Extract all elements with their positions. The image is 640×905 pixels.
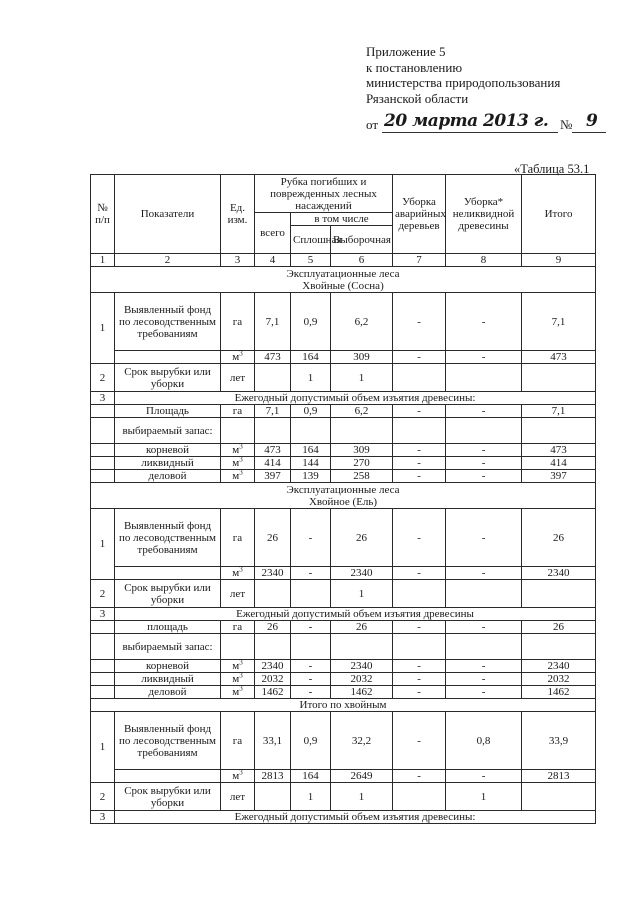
table-row — [91, 770, 596, 783]
table-row — [91, 470, 596, 483]
cell — [115, 351, 221, 364]
cell — [91, 686, 115, 699]
cell: 26 — [522, 509, 596, 567]
col-number: 6 — [331, 254, 393, 267]
cell: 2649 — [331, 770, 393, 783]
cell — [393, 783, 446, 811]
cell: - — [446, 567, 522, 580]
cell: 473 — [255, 444, 291, 457]
cell: 1462 — [331, 686, 393, 699]
cell: - — [393, 621, 446, 634]
cell: 414 — [522, 457, 596, 470]
unit-m: м — [232, 660, 240, 672]
unit-sup: 3 — [239, 768, 243, 777]
cell: 7,1 — [255, 405, 291, 418]
unit-sup: 3 — [239, 684, 243, 693]
cell — [115, 770, 221, 783]
cell — [91, 621, 115, 634]
cell: - — [291, 567, 331, 580]
cell — [331, 634, 393, 660]
row-label: Выявленный фонд по лесоводственным требованиям — [115, 293, 221, 351]
cell: 414 — [255, 457, 291, 470]
cell: га — [221, 293, 255, 351]
cell: - — [393, 457, 446, 470]
cell: 26 — [331, 621, 393, 634]
cell: 26 — [522, 621, 596, 634]
cell: 33,9 — [522, 712, 596, 770]
cell: - — [393, 470, 446, 483]
cell: га — [221, 621, 255, 634]
col-number: 2 — [115, 254, 221, 267]
cell: - — [393, 405, 446, 418]
cell: 139 — [291, 470, 331, 483]
cell — [221, 770, 255, 783]
cell: - — [446, 621, 522, 634]
cell — [255, 783, 291, 811]
col-number: 7 — [393, 254, 446, 267]
cell: - — [291, 673, 331, 686]
section-title-line: Эксплуатационные леса — [286, 267, 400, 280]
cell: 6,2 — [331, 293, 393, 351]
cell: 164 — [291, 770, 331, 783]
section-subtitle: Ежегодный допустимый объем изъятия древесины — [115, 608, 596, 621]
appendix-line-region: Рязанской области — [366, 90, 469, 106]
unit-sup: 3 — [239, 565, 243, 574]
row-label: Срок вырубки или уборки — [115, 364, 221, 392]
col-number: 9 — [522, 254, 596, 267]
table-row — [91, 686, 596, 699]
cell: 397 — [255, 470, 291, 483]
cell — [291, 418, 331, 444]
row-label: Выявленный фонд по лесоводственным требованиям — [115, 509, 221, 567]
cell: - — [291, 660, 331, 673]
cell — [393, 634, 446, 660]
unit-m: м — [232, 470, 240, 482]
cell: лет — [221, 364, 255, 392]
cell: 1462 — [255, 686, 291, 699]
number-underline — [572, 132, 606, 133]
cell: га — [221, 712, 255, 770]
table-caption: «Таблица 53.1 — [514, 162, 590, 176]
cell — [221, 418, 255, 444]
cell — [221, 567, 255, 580]
cell — [446, 418, 522, 444]
col-number: 4 — [255, 254, 291, 267]
cell: 0,9 — [291, 405, 331, 418]
section-title-line: Хвойные (Сосна) — [302, 279, 384, 292]
cell: - — [393, 509, 446, 567]
section-title-line: Хвойное (Ель) — [308, 495, 378, 508]
cell: га — [221, 509, 255, 567]
header-emergency: Уборка аварийных деревьев — [393, 175, 446, 254]
cell — [115, 567, 221, 580]
cell — [522, 364, 596, 392]
cell: 473 — [522, 351, 596, 364]
header-sum: Итого — [522, 175, 596, 254]
appendix-line-resolution: к постановлению — [366, 59, 463, 75]
cell — [91, 470, 115, 483]
header-in-total: всего — [255, 213, 291, 254]
header-unit: Ед. изм. — [221, 175, 255, 254]
header-num: № п/п — [91, 175, 115, 254]
cell — [221, 634, 255, 660]
handwritten-date: 20 марта 2013 г. — [384, 111, 549, 131]
table-row — [91, 444, 596, 457]
cell: - — [446, 444, 522, 457]
unit-m: м — [232, 673, 240, 685]
table-row — [91, 783, 596, 811]
cell: - — [446, 351, 522, 364]
cell: 26 — [255, 509, 291, 567]
cell: - — [393, 686, 446, 699]
table-row — [91, 608, 596, 621]
table-row — [91, 712, 596, 770]
cell — [393, 580, 446, 608]
cell: 2813 — [255, 770, 291, 783]
cell: - — [291, 509, 331, 567]
cell: 258 — [331, 470, 393, 483]
cell: - — [446, 673, 522, 686]
table-row — [91, 634, 596, 660]
cell: 7,1 — [522, 405, 596, 418]
cell: 144 — [291, 457, 331, 470]
date-underline — [382, 132, 558, 133]
table-row — [91, 673, 596, 686]
cell — [221, 457, 255, 470]
row-label: Срок вырубки или уборки — [115, 783, 221, 811]
cell — [522, 418, 596, 444]
col-number: 3 — [221, 254, 255, 267]
unit-m: м — [232, 351, 240, 363]
table-row — [91, 660, 596, 673]
appendix-header — [366, 44, 636, 106]
cell: - — [446, 660, 522, 673]
cell — [255, 634, 291, 660]
cell: 1 — [331, 364, 393, 392]
cell: 1 — [91, 712, 115, 783]
section-subtitle: Ежегодный допустимый объем изъятия древесины: — [115, 811, 596, 824]
unit-m: м — [232, 567, 240, 579]
section-subtitle: Ежегодный допустимый объем изъятия древесины: — [115, 392, 596, 405]
cell — [522, 783, 596, 811]
cell: 1 — [91, 509, 115, 580]
felling-volume-table — [90, 174, 596, 824]
cell: га — [221, 405, 255, 418]
date-prefix: от — [366, 117, 379, 132]
cell: 2813 — [522, 770, 596, 783]
cell: 397 — [522, 470, 596, 483]
cell: 1 — [331, 783, 393, 811]
cell: 7,1 — [255, 293, 291, 351]
cell — [221, 444, 255, 457]
unit-sup: 3 — [239, 658, 243, 667]
unit-sup: 3 — [239, 455, 243, 464]
table-row — [91, 811, 596, 824]
cell: 164 — [291, 444, 331, 457]
cell — [221, 351, 255, 364]
cell: - — [446, 405, 522, 418]
cell — [255, 580, 291, 608]
unit-sup: 3 — [239, 468, 243, 477]
cell: - — [446, 770, 522, 783]
cell: 2032 — [331, 673, 393, 686]
row-label: выбираемый запас: — [115, 418, 221, 444]
table-row — [91, 351, 596, 364]
cell — [91, 444, 115, 457]
cell: 2032 — [522, 673, 596, 686]
row-label: выбираемый запас: — [115, 634, 221, 660]
cell: 3 — [91, 811, 115, 824]
cell — [221, 470, 255, 483]
cell: - — [291, 621, 331, 634]
cell: 2340 — [255, 660, 291, 673]
table-row — [91, 509, 596, 567]
cell — [291, 580, 331, 608]
cell: 164 — [291, 351, 331, 364]
unit-sup: 3 — [239, 349, 243, 358]
cell: - — [393, 673, 446, 686]
cell: 2340 — [522, 660, 596, 673]
unit-m: м — [232, 770, 240, 782]
cell — [393, 364, 446, 392]
unit-m: м — [232, 457, 240, 469]
cell — [221, 686, 255, 699]
table-row — [91, 364, 596, 392]
cell: 32,2 — [331, 712, 393, 770]
unit-m: м — [232, 686, 240, 698]
cell — [91, 634, 115, 660]
cell — [91, 660, 115, 673]
cell: 270 — [331, 457, 393, 470]
cell: 0,8 — [446, 712, 522, 770]
cell: 2032 — [255, 673, 291, 686]
cell: 2340 — [522, 567, 596, 580]
cell: - — [446, 293, 522, 351]
cell — [393, 418, 446, 444]
cell: 6,2 — [331, 405, 393, 418]
row-label: площадь — [115, 621, 221, 634]
table-row — [91, 392, 596, 405]
section-title — [91, 267, 596, 293]
cell: - — [446, 686, 522, 699]
cell — [221, 673, 255, 686]
unit-sup: 3 — [239, 442, 243, 451]
cell: лет — [221, 783, 255, 811]
cell: 26 — [331, 509, 393, 567]
cell — [91, 418, 115, 444]
cell: 309 — [331, 444, 393, 457]
col-number: 8 — [446, 254, 522, 267]
cell — [91, 673, 115, 686]
cell: 0,9 — [291, 293, 331, 351]
cell: 2 — [91, 580, 115, 608]
cell: - — [446, 470, 522, 483]
row-label: деловой — [115, 686, 221, 699]
cell: 2 — [91, 364, 115, 392]
col-number: 5 — [291, 254, 331, 267]
table-row — [91, 580, 596, 608]
cell — [522, 580, 596, 608]
row-label: корневой — [115, 660, 221, 673]
cell: 1 — [291, 783, 331, 811]
table-row — [91, 418, 596, 444]
cell: 1 — [291, 364, 331, 392]
cell: 1 — [446, 783, 522, 811]
cell: - — [393, 712, 446, 770]
section-title-line: Эксплуатационные леса — [286, 483, 400, 496]
row-label: Площадь — [115, 405, 221, 418]
row-label: ликвидный — [115, 673, 221, 686]
cell: 473 — [522, 444, 596, 457]
appendix-title: Приложение 5 — [366, 44, 446, 59]
section-title: Итого по хвойным — [91, 699, 596, 712]
cell: 3 — [91, 392, 115, 405]
cell: 26 — [255, 621, 291, 634]
unit-sup: 3 — [239, 671, 243, 680]
cell: лет — [221, 580, 255, 608]
cell: - — [393, 770, 446, 783]
cell — [446, 634, 522, 660]
cell: - — [291, 686, 331, 699]
cell: - — [393, 444, 446, 457]
cell — [91, 457, 115, 470]
section-title — [91, 483, 596, 509]
cell: 309 — [331, 351, 393, 364]
cell: 33,1 — [255, 712, 291, 770]
cell: 2 — [91, 783, 115, 811]
row-label: Срок вырубки или уборки — [115, 580, 221, 608]
table-header-row — [91, 175, 596, 213]
cell: 473 — [255, 351, 291, 364]
cell: 1462 — [522, 686, 596, 699]
cell: - — [393, 660, 446, 673]
cell: 0,9 — [291, 712, 331, 770]
cell: - — [393, 567, 446, 580]
cell — [331, 418, 393, 444]
cell — [446, 580, 522, 608]
cell: 7,1 — [522, 293, 596, 351]
table-row — [91, 621, 596, 634]
section-title-row — [91, 267, 596, 293]
table-row — [91, 293, 596, 351]
unit-m: м — [232, 444, 240, 456]
cell — [255, 418, 291, 444]
col-number: 1 — [91, 254, 115, 267]
handwritten-number: 9 — [586, 111, 598, 131]
row-label: Выявленный фонд по лесоводственным требованиям — [115, 712, 221, 770]
cell — [255, 364, 291, 392]
column-numbers-row — [91, 254, 596, 267]
cell: 2340 — [331, 567, 393, 580]
row-label: деловой — [115, 470, 221, 483]
cell — [446, 364, 522, 392]
cell: - — [393, 351, 446, 364]
table-row — [91, 457, 596, 470]
row-label: ликвидный — [115, 457, 221, 470]
cell — [91, 405, 115, 418]
cell: 3 — [91, 608, 115, 621]
table-row — [91, 405, 596, 418]
cell: - — [393, 293, 446, 351]
row-label: корневой — [115, 444, 221, 457]
cell: 2340 — [255, 567, 291, 580]
header-incl: в том числе — [291, 213, 393, 226]
number-sign: № — [560, 117, 573, 132]
cell: - — [446, 457, 522, 470]
cell: 2340 — [331, 660, 393, 673]
cell — [522, 634, 596, 660]
section-title-row — [91, 483, 596, 509]
header-illiquid: Уборка* неликвидной древесины — [446, 175, 522, 254]
header-clear: Сплошная — [291, 226, 331, 254]
header-selective: Выборочная — [331, 226, 393, 254]
cell: 1 — [91, 293, 115, 364]
resolution-date-line — [366, 111, 616, 136]
cell: - — [446, 509, 522, 567]
section-title-row — [91, 699, 596, 712]
header-indicators: Показатели — [115, 175, 221, 254]
table-row — [91, 567, 596, 580]
cell — [291, 634, 331, 660]
appendix-line-ministry: министерства природопользования — [366, 75, 561, 90]
cell: 1 — [331, 580, 393, 608]
header-felling: Рубка погибших и поврежденных лесных насаждений — [255, 175, 393, 213]
cell — [221, 660, 255, 673]
